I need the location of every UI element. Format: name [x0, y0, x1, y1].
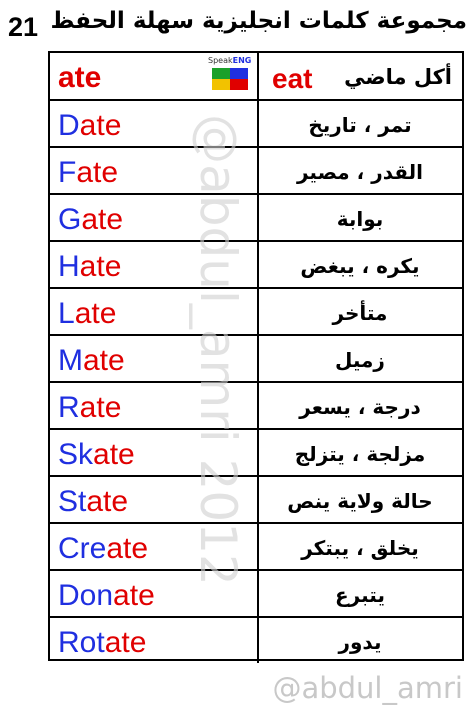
word-stem: St: [58, 485, 87, 518]
page-title: مجموعة كلمات انجليزية سهلة الحفظ: [50, 8, 467, 34]
page-number: 21: [8, 12, 39, 42]
word-stem: L: [58, 297, 75, 330]
word-stem: Cre: [58, 532, 107, 565]
english-word: [58, 242, 121, 288]
english-word: [58, 430, 135, 476]
word-stem: Rot: [58, 626, 105, 659]
word-suffix: ate: [86, 485, 129, 518]
word-suffix: ate: [106, 532, 149, 565]
word-suffix: ate: [79, 109, 122, 142]
arabic-meaning: يخلق ، يبتكر: [301, 536, 419, 560]
arabic-meaning: بوابة: [336, 207, 384, 231]
word-stem: Sk: [58, 438, 94, 471]
word-suffix: ate: [104, 626, 147, 659]
watermark-vertical: @abdul_amri 2012: [189, 114, 247, 586]
word-suffix: ate: [93, 438, 135, 471]
word-stem: Don: [58, 579, 114, 612]
english-word: [58, 101, 121, 147]
word-stem: R: [58, 391, 80, 424]
english-word: [58, 289, 116, 335]
word-stem: D: [58, 109, 80, 142]
header-arabic: أكل ماضي: [344, 65, 452, 89]
word-suffix: ate: [79, 391, 122, 424]
arabic-meaning: درجة ، يسعر: [299, 395, 421, 419]
header-english: ate: [58, 61, 102, 94]
english-word: [58, 383, 121, 429]
word-suffix: ate: [76, 156, 119, 189]
word-suffix: ate: [81, 203, 124, 236]
word-suffix: ate: [74, 297, 117, 330]
english-word: [58, 195, 123, 241]
arabic-meaning: حالة ولاية ينص: [287, 489, 433, 513]
watermark-bottom: @abdul_amri: [272, 671, 463, 705]
logo-text: SpeakENG: [208, 56, 252, 65]
header-eat: eat: [272, 63, 313, 94]
english-word: [58, 571, 155, 617]
arabic-meaning: تمر ، تاريخ: [308, 113, 412, 137]
header-arabic-cell: [262, 53, 458, 99]
word-stem: F: [58, 156, 77, 189]
word-stem: M: [58, 344, 83, 377]
english-word: [58, 618, 146, 664]
arabic-meaning: يكره ، يبغض: [300, 254, 420, 278]
arabic-meaning: زميل: [335, 348, 385, 372]
word-suffix: ate: [83, 344, 125, 377]
english-word: [58, 524, 148, 570]
english-word: [58, 336, 125, 382]
word-stem: H: [58, 250, 80, 283]
english-word: [58, 477, 128, 523]
word-suffix: ate: [113, 579, 155, 612]
arabic-meaning: متأخر: [332, 301, 388, 325]
english-word: [58, 148, 118, 194]
arabic-meaning: يدور: [338, 630, 382, 654]
arabic-meaning: القدر ، مصير: [296, 160, 424, 184]
arabic-meaning: يتبرع: [335, 583, 385, 607]
word-suffix: ate: [79, 250, 122, 283]
arabic-meaning: مزلجة ، يتزلج: [294, 442, 426, 466]
word-stem: G: [58, 203, 82, 236]
